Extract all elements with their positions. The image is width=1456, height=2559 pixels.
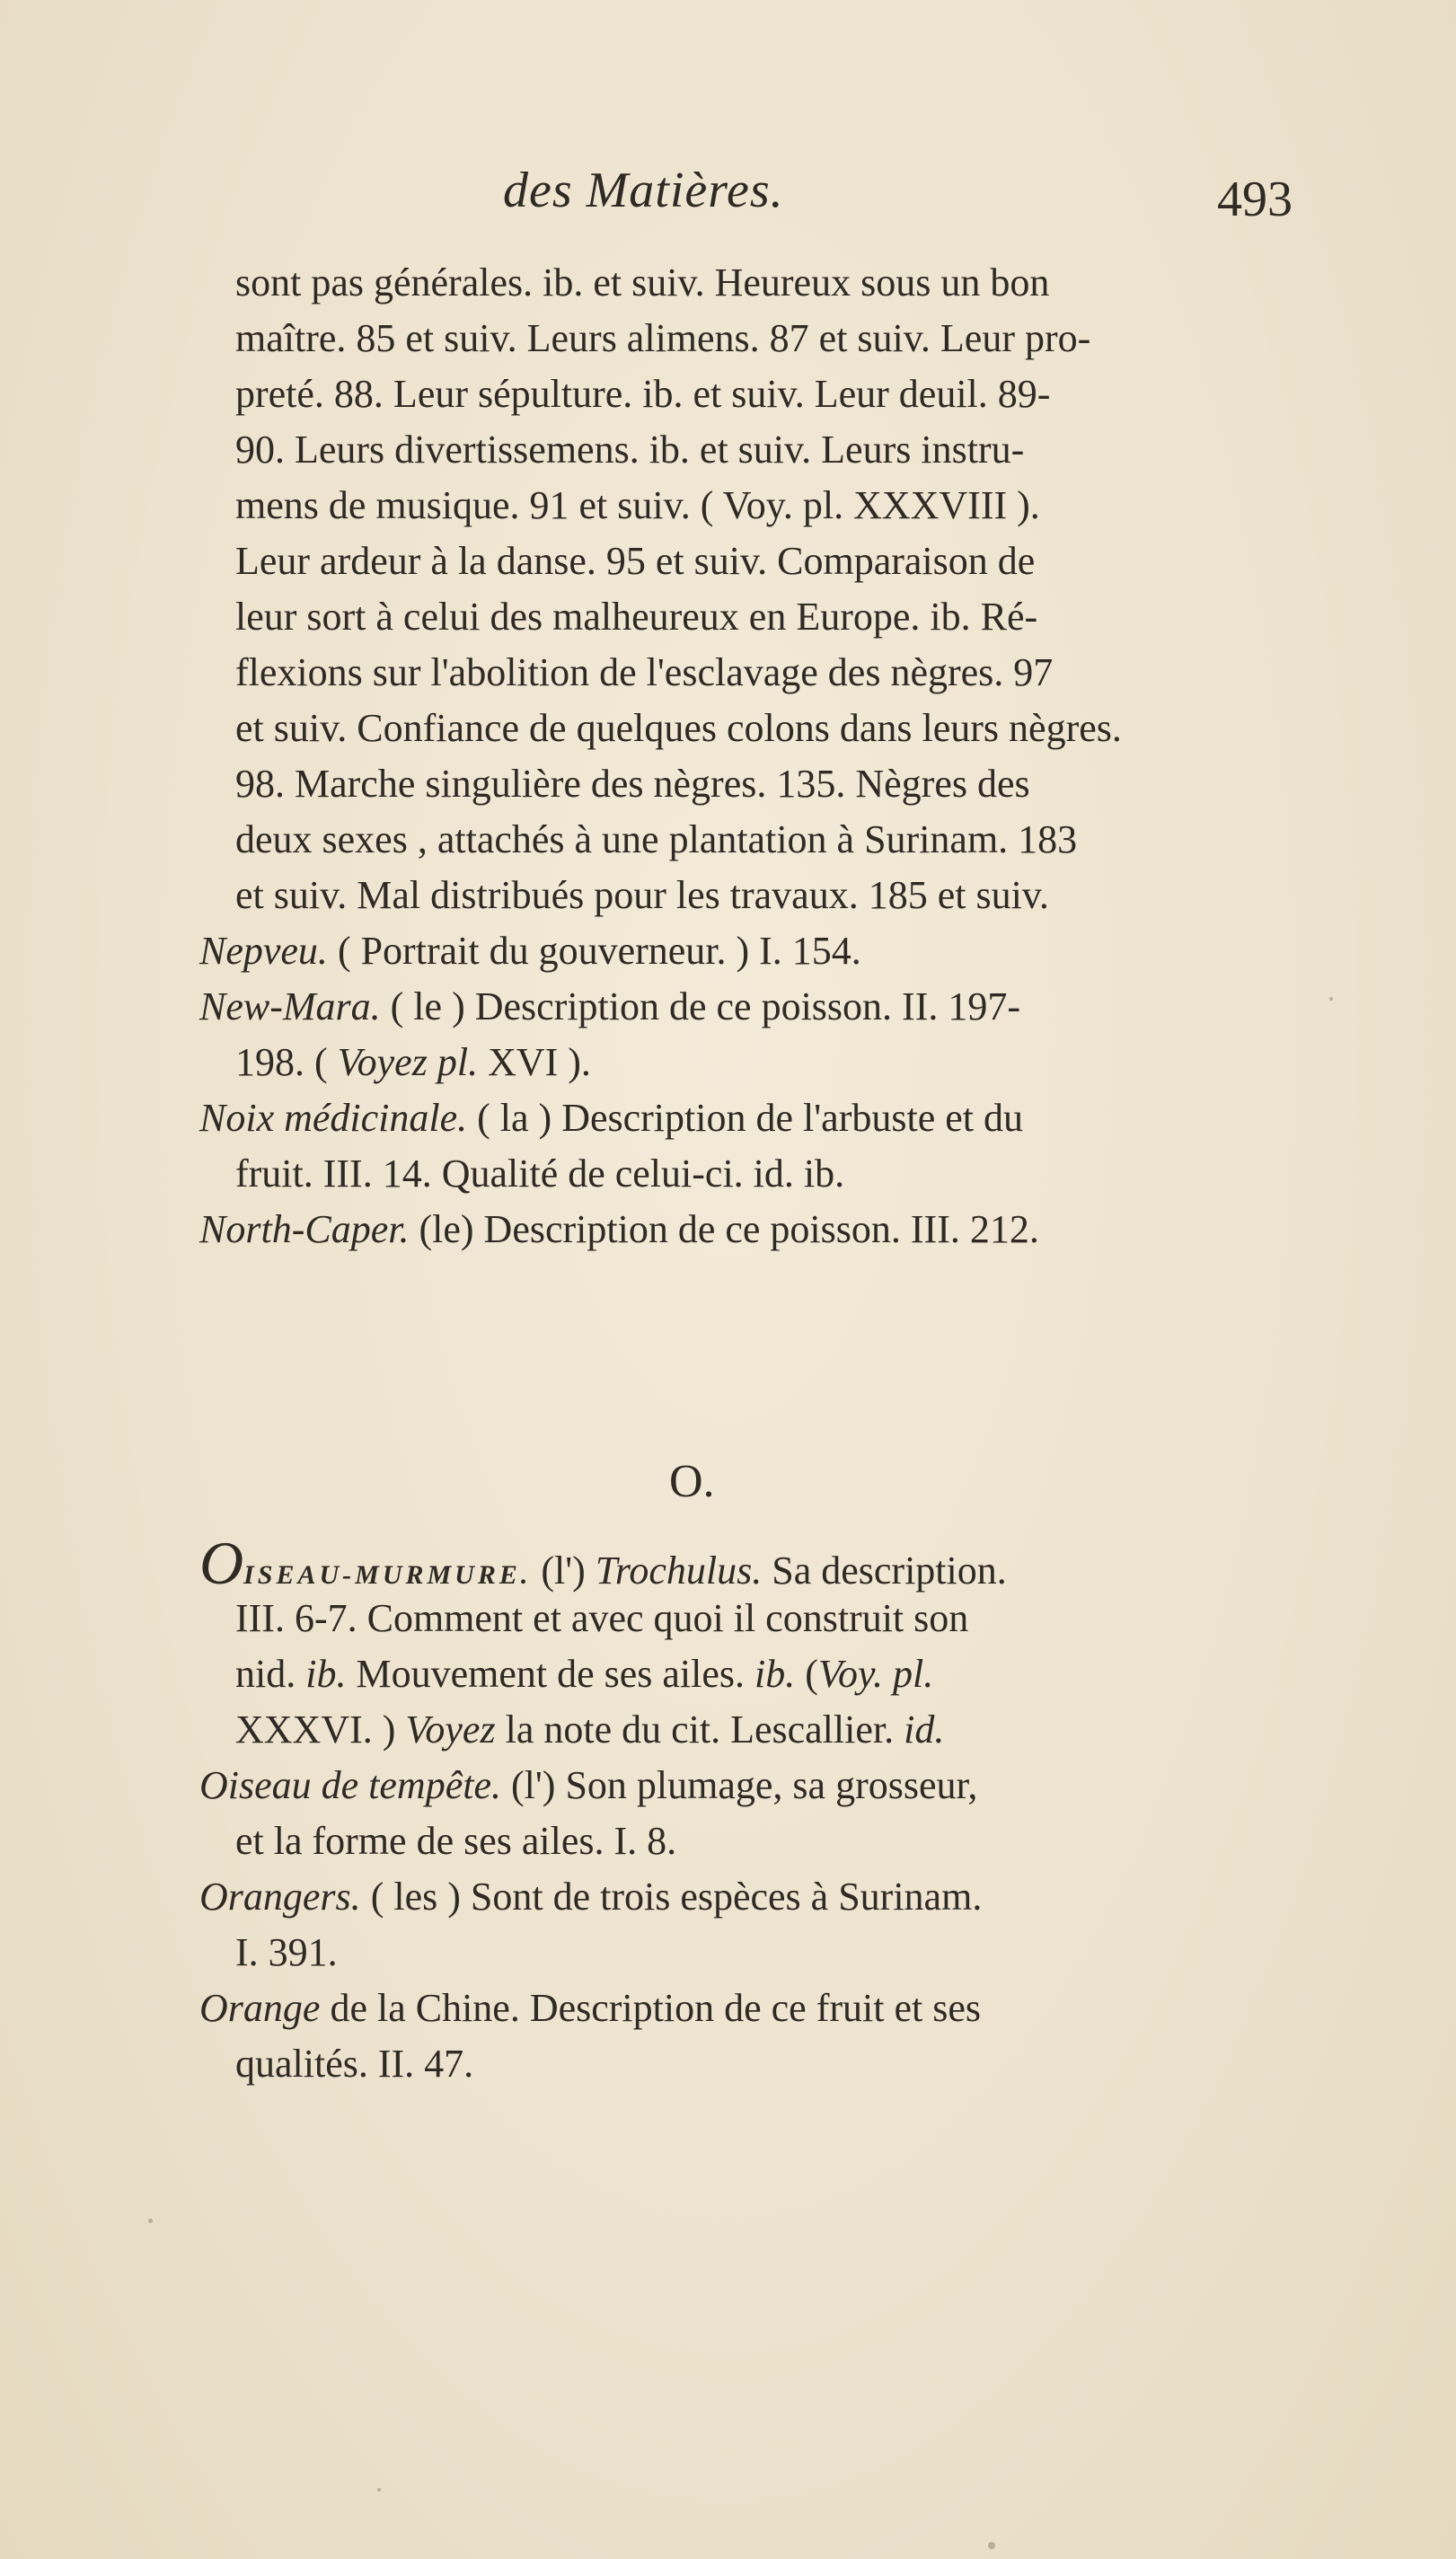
entry-text: (: [795, 1652, 818, 1696]
page-number: 493: [1217, 172, 1293, 227]
entry-text: 198. (: [235, 1040, 338, 1084]
index-line: preté. 88. Leur sépulture. ib. et suiv. Leur deuil. 89-: [235, 372, 1051, 416]
running-head: [0, 162, 1456, 243]
entry-head: Orange: [199, 1986, 321, 2030]
index-line: 90. Leurs divertissemens. ib. et suiv. Leurs instru-: [235, 428, 1025, 472]
entry-text: ( le ) Description de ce poisson. II. 197-: [380, 984, 1021, 1028]
entry-ref: Voyez pl.: [337, 1040, 479, 1084]
index-entry-oiseau-murmure-cont: III. 6-7. Comment et avec quoi il construit son: [235, 1596, 969, 1640]
paper-speck: [1329, 997, 1333, 1001]
index-line: et suiv. Mal distribués pour les travaux. 185 et suiv.: [235, 873, 1049, 917]
index-line: maître. 85 et suiv. Leurs alimens. 87 et suiv. Leur pro-: [235, 316, 1091, 360]
entry-text: (l') Son plumage, sa grosseur,: [501, 1763, 978, 1807]
entry-text: (le) Description de ce poisson. III. 212.: [409, 1207, 1039, 1251]
entry-text: Sa description.: [762, 1549, 1007, 1593]
entry-head: Noix médicinale.: [199, 1096, 468, 1140]
index-entry-new-mara: [199, 980, 1020, 1034]
entry-text: XVI ).: [478, 1040, 591, 1084]
entry-head: North-Caper.: [199, 1207, 410, 1251]
running-title: des Matières.: [503, 163, 784, 218]
index-line: flexions sur l'abolition de l'esclavage des nègres. 97: [235, 650, 1054, 694]
index-entry-oiseau-tempete: [199, 1759, 977, 1813]
section-letter: O.: [669, 1456, 715, 1507]
entry-latin: Trochulus.: [595, 1549, 763, 1593]
index-line: et suiv. Confiance de quelques colons dans leurs nègres.: [235, 706, 1122, 750]
entry-ref: Voy. pl.: [817, 1652, 934, 1696]
entry-head: Oiseau de tempête.: [199, 1763, 501, 1807]
entry-ref: ib.: [305, 1652, 347, 1696]
index-line: 98. Marche singulière des nègres. 135. Nègres des: [235, 762, 1030, 806]
entry-text: XXXVI. ): [235, 1707, 406, 1752]
paper-speck: [148, 2219, 153, 2223]
entry-text: (l'): [531, 1549, 596, 1593]
index-entry-new-mara-cont: [235, 1036, 591, 1090]
paper-speck: [377, 2488, 381, 2492]
index-entry-oiseau-murmure-cont: [235, 1703, 944, 1757]
index-entry-oiseau-tempete-cont: et la forme de ses ailes. I. 8.: [235, 1819, 677, 1863]
entry-head: Orangers.: [199, 1875, 361, 1919]
paper-speck: [988, 2542, 995, 2549]
entry-head: Nepveu.: [199, 929, 328, 973]
index-line: sont pas générales. ib. et suiv. Heureux sous un bon: [235, 260, 1050, 304]
index-entry-orangers: [199, 1870, 982, 1924]
index-entry-orange: [199, 1981, 981, 2035]
entry-head: New-Mara.: [199, 984, 381, 1028]
entry-text: ( la ) Description de l'arbuste et du: [467, 1096, 1023, 1140]
index-entry-north-caper: [199, 1203, 1039, 1257]
index-entry-noix-cont: fruit. III. 14. Qualité de celui-ci. id. ib.: [235, 1152, 845, 1196]
entry-text: ( Portrait du gouverneur. ) I. 154.: [327, 929, 861, 973]
index-entry-noix: [199, 1091, 1023, 1145]
index-entry-oiseau-murmure-cont: [235, 1647, 933, 1701]
index-entry-nepveu: [199, 924, 861, 978]
entry-text: la note du cit. Lescallier.: [495, 1707, 904, 1752]
entry-ref: ib.: [754, 1652, 796, 1696]
drop-cap: O: [199, 1529, 244, 1597]
entry-text: nid.: [235, 1652, 306, 1696]
index-line: mens de musique. 91 et suiv. ( Voy. pl. XXXVIII ).: [235, 483, 1040, 527]
entry-text: ( les ) Sont de trois espèces à Surinam.: [360, 1875, 983, 1919]
entry-text: de la Chine. Description de ce fruit et ses: [320, 1986, 981, 2030]
index-entry-orangers-cont: I. 391.: [235, 1930, 338, 1974]
index-entry-oiseau-murmure: [199, 1529, 1007, 1597]
entry-head-smallcaps: ISEAU-MURMURE.: [243, 1560, 532, 1590]
index-line: deux sexes , attachés à une plantation à Surinam. 183: [235, 817, 1078, 861]
entry-ref: Voyez: [405, 1707, 496, 1752]
entry-ref: id.: [904, 1707, 945, 1752]
index-line: leur sort à celui des malheureux en Europe. ib. Ré-: [235, 595, 1038, 639]
index-entry-orange-cont: qualités. II. 47.: [235, 2042, 474, 2086]
index-line: Leur ardeur à la danse. 95 et suiv. Comparaison de: [235, 539, 1036, 583]
entry-text: Mouvement de ses ailes.: [346, 1652, 755, 1696]
